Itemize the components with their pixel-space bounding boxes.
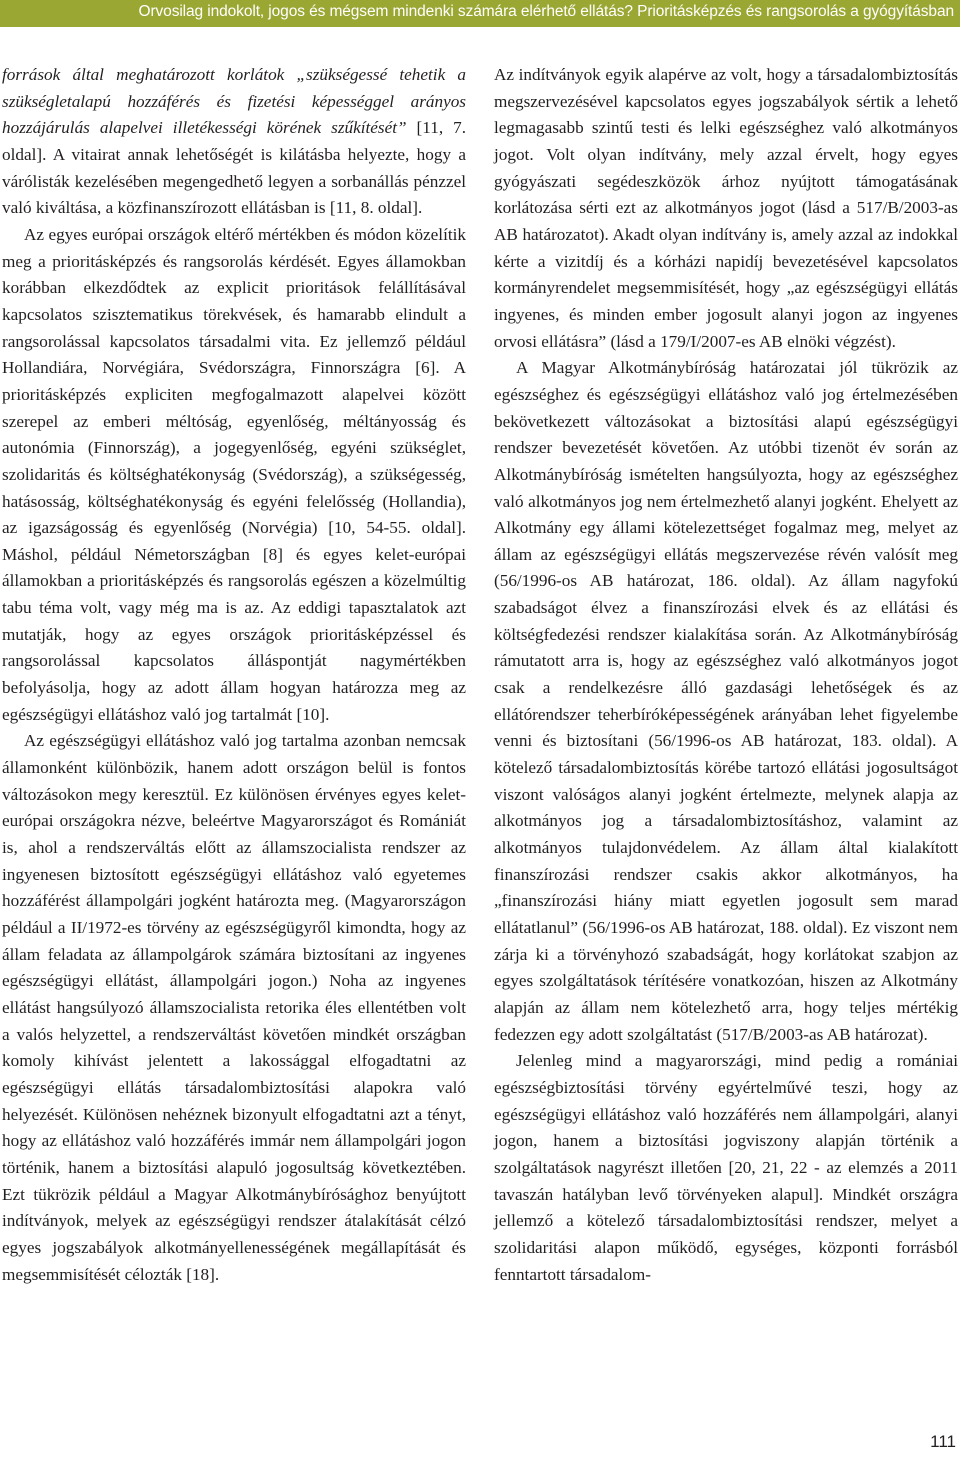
page-number: 111: [930, 1432, 956, 1451]
right-column: [494, 62, 958, 1288]
left-paragraph-3: Az egészségügyi ellátáshoz való jog tartalma azonban nemcsak államonként különbözik, hanem adott országon belül is fontos változásokon megy keresztül. Ez különösen érvényes egyes kelet-európai országokra nézve, beleértve Magyarországot és Romániát is, ahol a rendszerváltás előtt az államszocialista rendszer az ingyenesen biztosított egészségügyi ellátáshoz való egyetemes hozzáférést állampolgári jogként határozta meg. (Magyarországon például a II/1972-es törvény az egészségügyről kimondta, hogy az állam feladata az állampolgárok számára biztosítani az ingyenes egészségügyi ellátást, állampolgári jogon.) Noha az ingyenes ellátást hangsúlyozó államszocialista retorika éles ellentétben volt a valós helyzettel, a rendszerváltást követően mindkét országban komoly kihívást jelentett a lakossággal elfogadtatni az egészségügyi ellátás társadalombiztosítási alapokra való helyezését. Különösen nehéznek bizonyult elfogadtatni azt a tényt, hogy az ellátáshoz való hozzáférés immár nem állampolgári jogon történik, hanem a biztosítási alapuló jogosultság következtében. Ezt tükrözik például a Magyar Alkotmánybírósághoz benyújtott indítványok, melyek az egészségügyi rendszer átalakítását célzó egyes jogszabályok alkotmányellenességének megállapítását és megsemmisítését célozták [18].: [2, 731, 466, 1284]
left-column: [2, 62, 466, 1288]
running-header-title: Orvosilag indokolt, jogos és mégsem mindenki számára elérhető ellátás? Prioritásképzés és rangsorolás a gyógyításban: [138, 3, 954, 20]
left-paragraph-1: [2, 62, 466, 222]
left-paragraph-1-text: [11, 7. oldal]. A vitairat annak lehetőségét is kilátásba helyezte, hogy a várólisták kezelésében megengedhető legyen a sorbanállás pénzzel való kiváltása, a közfinanszírozott ellátásban is [11, 8. oldal].: [2, 118, 466, 218]
right-paragraph-2: A Magyar Alkotmánybíróság határozatai jól tükrözik az egészséghez és egészségügyi ellátáshoz való jog értelmezésében bekövetkezett változásokat a biztosítási alapú egészségügyi rendszer bevezetését követően. Az utóbbi tizenöt év során az Alkotmánybíróság ismételten hangsúlyozta, hogy az egészséghez való alkotmányos jog nem értelmezhető alanyi jogként. Ehelyett az Alkotmány egy állami kötelezettséget fogalmaz meg, melyet az állam az egészségügyi ellátás megszervezése révén valósít meg (56/1996-os AB határozat, 186. oldal). Az állam nagyfokú szabadságot élvez a finanszírozási elvek és az ellátási és költségfedezési rendszer kialakítása során. Az Alkotmánybíróság rámutatott arra is, hogy az egészséghez való alkotmányos jogot csak a rendelkezésre álló gazdasági lehetőségek és az ellátórendszer teherbíróképességének arányában lehet figyelembe venni és biztosítani (56/1996-os AB határozat, 183. oldal). A kötelező társadalombiztosítás körébe tartozó ellátási jogosultságot viszont valóságos alanyi jogként értelmezte, melynek alapja az alkotmányos jog a társadalombiztosításhoz, valamint az alkotmányos tulajdonvédelem. Az állam által kialakított finanszírozási rendszer csakis akkor alkotmányos, ha „finanszírozási hiány miatt egyetlen jogosult sem marad ellátatlanul” (56/1996-os AB határozat, 188. oldal). Ez viszont nem zárja ki a törvényhozó szabadságát, hogy korlátokat szabjon az egyes szolgáltatások térítésére vonatkozóan, hiszen az Alkotmány alapján az állam nem kötelezhető arra, hogy teljes mértékig fedezzen egy adott szolgáltatást (517/B/2003-as AB határozat).: [494, 358, 958, 1044]
right-paragraph-1: Az indítványok egyik alapérve az volt, hogy a társadalombiztosítás megszervezésével kapcsolatos egyes jogszabályok sértik a lehető legmagasabb szintű testi és lelki egészséghez való alkotmányos jogot. Volt olyan indítvány, mely azzal érvelt, hogy egyes gyógyászati segédeszközök árhoz nyújtott támogatásának korlátozása sérti ezt az alkotmányos jogot (lásd a 517/B/2003-as AB határozatot). Akadt olyan indítvány is, amely azzal az indokkal kérte a vizitdíj és a kórházi napidíj bevezetésével kapcsolatos kormányrendelet megsemmisítését, hogy „az egészségügyi ellátás ingyenes, és minden ember jogosult alanyi jogon az ingyenes orvosi ellátásra” (lásd a 179/I/2007-es AB elnöki végzést).: [494, 65, 958, 351]
right-paragraph-3: Jelenleg mind a magyarországi, mind pedig a romániai egészségbiztosítási törvény egyértelművé teszi, hogy az egészségügyi ellátáshoz való hozzáférés nem állampolgári, alanyi jogon, hanem a biztosítási jogviszony alapján történik a szolgáltatások nagyrészt illetően [20, 21, 22 - az elemzés a 2011 tavaszán hatályban levő törvényeken alapul]. Mindkét országra jellemző a kötelező társadalombiztosítási rendszer, melyet a szolidaritási alapon működő, egységes, központi forrásból fenntartott társadalom-: [494, 1051, 958, 1284]
left-paragraph-1-quote: források által meghatározott korlátok „szükségessé tehetik a szükségletalapú hozzáférés és fizetési képességgel arányos hozzájárulás alapelvei illetékességi körének szűkítését”: [2, 65, 466, 138]
left-paragraph-2: Az egyes európai országok eltérő mértékben és módon közelítik meg a prioritásképzés és rangsorolás kérdését. Egyes államokban korábban elkezdődtek az explicit prioritások felállításával kapcsolatos szisztematikus törekvések, és hamarabb elindult a rangsorolással kapcsolatos társadalmi vita. Ez jellemző például Hollandiára, Norvégiára, Svédországra, Finnországra [6]. A prioritásképzés expliciten megfogalmazott alapelvei között szerepel az emberi méltóság, egyenlőség, méltányosság és autonómia (Finnország), a jogegyenlőség, egyéni szükséglet, szolidaritás és költséghatékonyság (Svédország), a szükségesség, hatásosság, költséghatékonyság és egyéni felelősség (Hollandia), az igazságosság és egyenlőség (Norvégia) [10, 54-55. oldal]. Máshol, például Németországban [8] és egyes kelet-európai államokban a prioritásképzés és rangsorolás egészen a közelmúltig tabu téma volt, vagy még ma is az. Az eddigi tapasztalatok azt mutatják, hogy az egyes országok prioritásképzéssel és rangsorolással kapcsolatos álláspontját nagymértékben befolyásolja, hogy az adott állam hogyan határozza meg az egészségügyi ellátáshoz való jog tartalmát [10].: [2, 224, 466, 724]
running-header-bar: [0, 0, 960, 27]
